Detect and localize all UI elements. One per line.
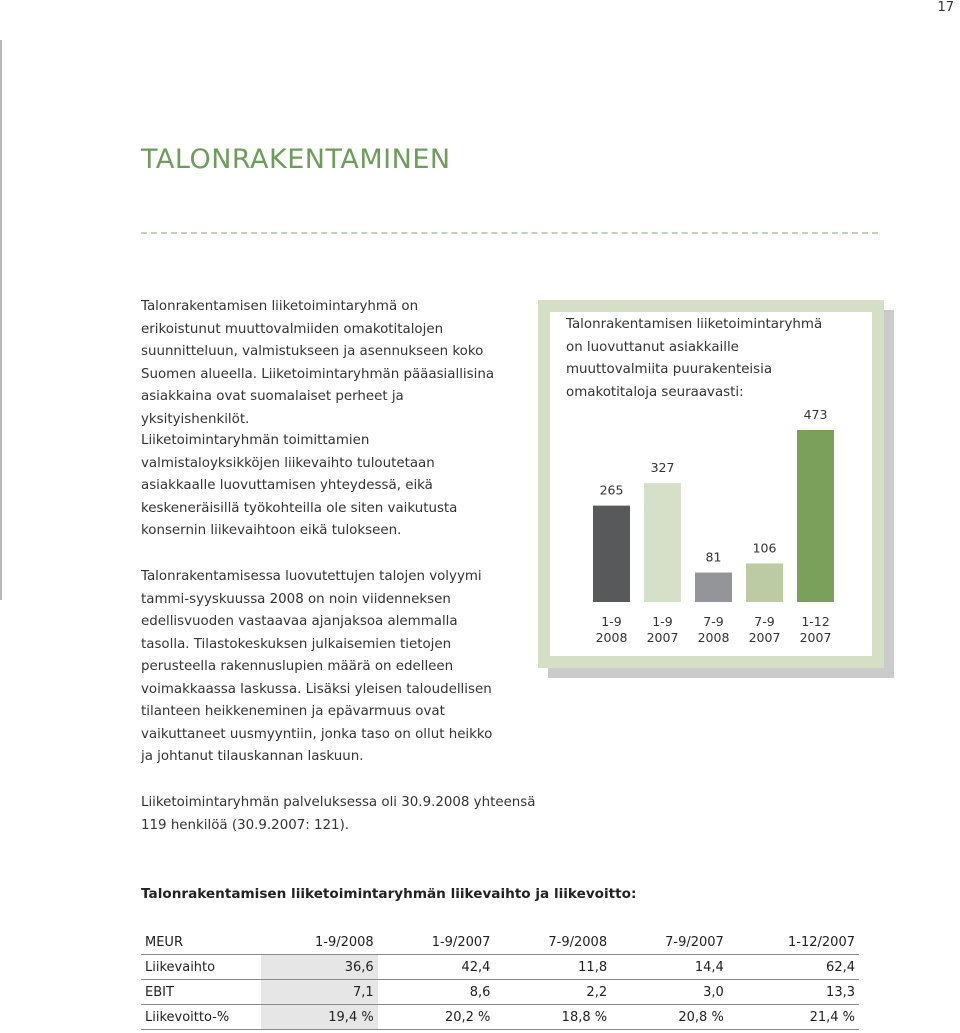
row-label: Liikevoitto-% [141,1005,261,1030]
table-row [141,1005,859,1030]
bar-value-label: 106 [752,540,777,556]
table-row [141,955,859,980]
table-row [141,980,859,1005]
table-cell: 62,4 [728,955,859,980]
table-header-cell: 1-12/2007 [728,930,859,955]
table-cell: 20,2 % [378,1005,495,1030]
financial-table [141,930,859,1030]
category-label: 2007 [799,630,832,645]
category-label: 2008 [697,630,730,645]
bar-2 [695,573,732,602]
table-cell: 8,6 [378,980,495,1005]
body-paragraph-3: Talonrakentamisessa luovutettujen talojen volyymi tammi-syyskuussa 2008 on noin viidenneksen edellisvuoden vastaavaa ajanjaksoa alemmalla tasolla. Tilastokeskuksen julkaisemien tietojen perusteella rakennuslupien määrä on edelleen voimakkaassa laskussa. Lisäksi yleisen taloudellisen tilanteen heikkeneminen ja epävarmuus ovat vaikuttaneet uusmyyntiin, jonka taso on ollut heikko ja johtanut tilauskannan laskuun. [141,569,493,764]
table-header-cell: MEUR [141,930,261,955]
table-header-row [141,930,859,955]
bar-chart [538,300,884,668]
bar-3 [746,563,783,602]
table-cell: 3,0 [611,980,728,1005]
section-heading: TALONRAKENTAMINEN [141,144,451,175]
category-label: 2007 [748,630,781,645]
category-label: 1-12 [801,614,830,629]
table-cell: 42,4 [378,955,495,980]
bar-value-label: 327 [650,460,675,476]
bar-0 [593,506,630,602]
bar-1 [644,483,681,602]
table-cell: 36,6 [261,955,378,980]
bar-value-label: 473 [803,407,828,422]
category-label: 2007 [646,630,679,645]
category-label: 1-9 [601,614,622,629]
page-number: 17 [937,0,954,15]
table-cell: 2,2 [494,980,611,1005]
table-header-cell: 7-9/2008 [494,930,611,955]
bar-value-label: 265 [599,482,624,498]
table-cell: 13,3 [728,980,859,1005]
table-cell: 21,4 % [728,1005,859,1030]
row-label: EBIT [141,980,261,1005]
chart-title: Talonrakentamisen liiketoimintaryhmä on luovuttanut asiakkaille muuttovalmiita puurakenteisia omakotitaloja seuraavasti: [566,317,823,400]
table-cell: 19,4 % [261,1005,378,1030]
table-title: Talonrakentamisen liiketoimintaryhmän liikevaihto ja liikevoitto: [141,886,637,902]
houses-delivered-chart [538,300,884,668]
category-label: 1-9 [652,614,673,629]
staff-count-text: Liiketoimintaryhmän palveluksessa oli 30.9.2008 yhteensä 119 henkilöä (30.9.2007: 121). [141,795,536,833]
table-header-cell: 1-9/2008 [261,930,378,955]
row-label: Liikevaihto [141,955,261,980]
table-cell: 18,8 % [494,1005,611,1030]
bar-4 [797,430,834,602]
table-header-cell: 7-9/2007 [611,930,728,955]
body-paragraph-1: Talonrakentamisen liiketoimintaryhmä on erikoistunut muuttovalmiiden omakotitalojen suunnitteluun, valmistukseen ja asennukseen koko Suomen alueella. Liiketoimintaryhmän pääasiallisina asiakkaina ovat suomalaiset perheet ja yksityishenkilöt. [141,299,495,427]
table-cell: 14,4 [611,955,728,980]
table-cell: 20,8 % [611,1005,728,1030]
category-label: 7-9 [703,614,724,629]
page-edge-line [0,40,2,600]
category-label: 7-9 [754,614,775,629]
table-cell: 11,8 [494,955,611,980]
table-cell: 7,1 [261,980,378,1005]
heading-divider [141,232,878,234]
table-header-cell: 1-9/2007 [378,930,495,955]
body-paragraph-2: Liiketoimintaryhmän toimittamien valmistaloyksikköjen liikevaihto tuloutetaan asiakkaalle luovuttamisen yhteydessä, eikä keskeneräisillä työkohteilla ole siten vaikutusta konsernin liikevaihtoon eikä tulokseen. [141,433,458,538]
category-label: 2008 [595,630,628,645]
bar-value-label: 81 [705,549,722,565]
